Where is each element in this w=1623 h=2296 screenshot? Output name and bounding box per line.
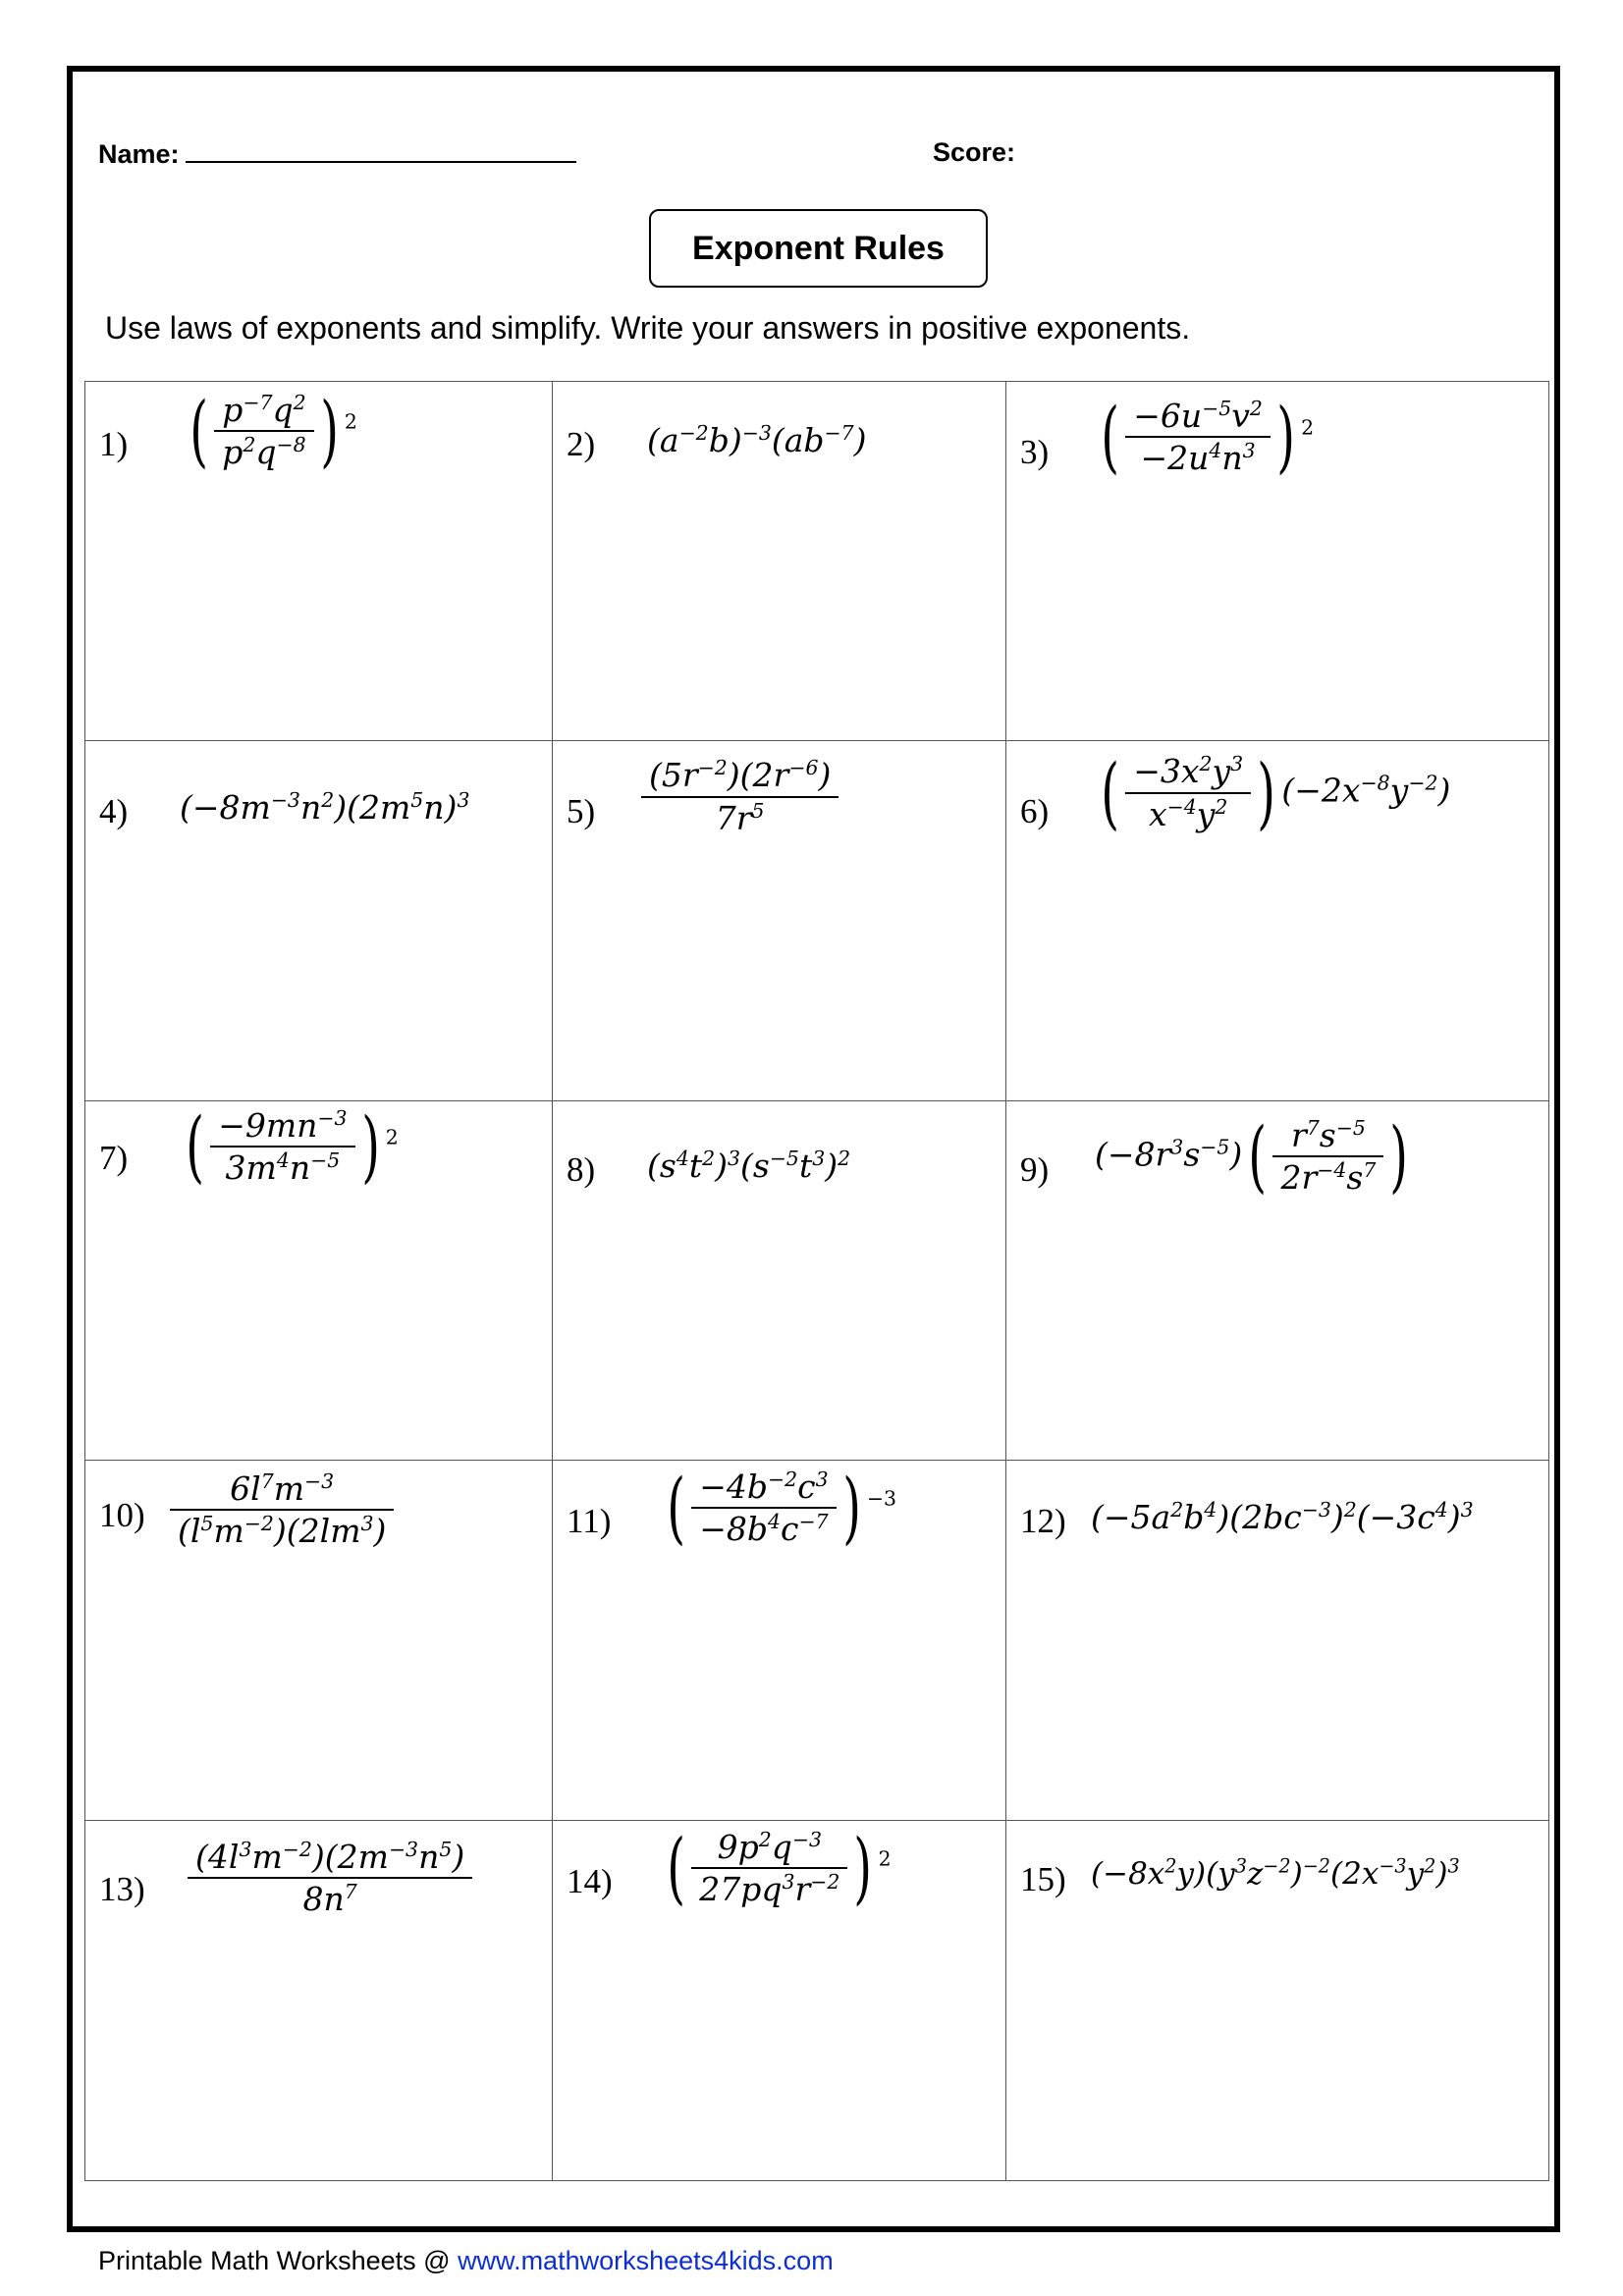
problem-expression: $(-5a^2b^4)(2bc^{-3})^2(-3c^4)^3$ bbox=[1091, 1498, 1474, 1537]
problem-number: 2) bbox=[567, 425, 596, 463]
problem-number: 9) bbox=[1020, 1149, 1050, 1189]
problem-number: 10) bbox=[99, 1496, 145, 1535]
footer-text: Printable Math Worksheets @ bbox=[98, 2246, 459, 2275]
problem-number: 5) bbox=[567, 792, 596, 831]
problem-number: 11) bbox=[567, 1502, 612, 1541]
instructions: Use laws of exponents and simplify. Write your answers in positive exponents. bbox=[105, 310, 1191, 346]
problem-expression: $\frac{6l^7m^{-3}}{(l^5m^{-2})(2lm^3)}$ bbox=[170, 1468, 394, 1552]
problem-cell-12[interactable] bbox=[1006, 1461, 1548, 1820]
problem-number: 4) bbox=[99, 792, 129, 831]
problem-number: 7) bbox=[99, 1138, 129, 1177]
problem-expression: $(-8m^{-3}n^2)(2m^5n)^3$ bbox=[180, 788, 470, 828]
problem-number: 14) bbox=[567, 1861, 613, 1900]
problem-expression: ( $\frac{p^{-7}q^2}{p^2q^{-8}}$ ) $^2$ bbox=[189, 385, 357, 477]
problem-cell-14[interactable] bbox=[553, 1821, 1006, 2180]
problem-number: 12) bbox=[1020, 1502, 1066, 1541]
problem-cell-15[interactable] bbox=[1006, 1821, 1548, 2180]
problem-cell-8[interactable] bbox=[553, 1101, 1006, 1461]
name-blank-line[interactable] bbox=[186, 137, 576, 163]
problem-expression: $\frac{(4l^3m^{-2})(2m^{-3}n^5)}{8n^7}$ bbox=[188, 1837, 472, 1920]
problem-cell-5[interactable] bbox=[553, 741, 1006, 1100]
problem-grid bbox=[84, 381, 1549, 2181]
problem-expression: $(-8r^3s^{-5})$( $\frac{r^7s^{-5}}{2r^{-4}s^7}$ ) bbox=[1095, 1110, 1409, 1202]
problem-expression: $(-8x^2y)(y^3z^{-2})^{-2}(2x^{-3}y^2)^3$ bbox=[1091, 1854, 1460, 1892]
problem-number: 15) bbox=[1020, 1859, 1066, 1898]
footer-link[interactable]: www.mathworksheets4kids.com bbox=[458, 2246, 834, 2275]
problem-expression: ( $\frac{-4b^{-2}c^3}{-8b^4c^{-7}}$ ) $^{-3}$ bbox=[667, 1462, 896, 1554]
problem-expression: ( $\frac{-6u^{-5}v^2}{-2u^4n^3}$ ) $^2$ bbox=[1101, 391, 1315, 483]
problem-cell-2[interactable] bbox=[553, 382, 1006, 741]
problem-expression: ( $\frac{-3x^2y^3}{x^{-4}y^2}$ ) $(-2x^{-8}y^{-2})$ bbox=[1101, 746, 1451, 838]
score-label: Score: bbox=[933, 137, 1016, 167]
problem-cell-7[interactable] bbox=[85, 1101, 553, 1461]
problem-expression: ( $\frac{9p^2q^{-3}}{27pq^3r^{-2}}$ ) $^2$ bbox=[667, 1821, 892, 1913]
problem-cell-11[interactable] bbox=[553, 1461, 1006, 1820]
problem-cell-1[interactable] bbox=[85, 382, 553, 741]
problem-number: 1) bbox=[99, 425, 129, 463]
problem-expression: $\frac{(5r^{-2})(2r^{-6})}{7r^5}$ bbox=[641, 755, 839, 838]
problem-cell-6[interactable] bbox=[1006, 741, 1548, 1100]
footer bbox=[98, 2246, 834, 2276]
problem-cell-10[interactable] bbox=[85, 1461, 553, 1820]
problem-number: 3) bbox=[1020, 433, 1050, 471]
problem-cell-9[interactable] bbox=[1006, 1101, 1548, 1461]
problem-number: 8) bbox=[567, 1149, 596, 1189]
problem-cell-13[interactable] bbox=[85, 1821, 553, 2180]
problem-expression: ( $\frac{-9mn^{-3}}{3m^4n^{-5}}$ ) $^2$ bbox=[186, 1100, 399, 1193]
problem-cell-4[interactable] bbox=[85, 741, 553, 1100]
name-field bbox=[98, 137, 576, 170]
name-label: Name: bbox=[98, 139, 180, 169]
problem-expression: $(s^4t^2)^3(s^{-5}t^3)^2$ bbox=[647, 1146, 851, 1185]
worksheet-title: Exponent Rules bbox=[649, 209, 988, 288]
problem-expression: $(a^{-2}b)^{-3}(ab^{-7})$ bbox=[647, 421, 867, 459]
problem-cell-3[interactable] bbox=[1006, 382, 1548, 741]
problem-number: 13) bbox=[99, 1869, 145, 1908]
problem-number: 6) bbox=[1020, 792, 1050, 831]
